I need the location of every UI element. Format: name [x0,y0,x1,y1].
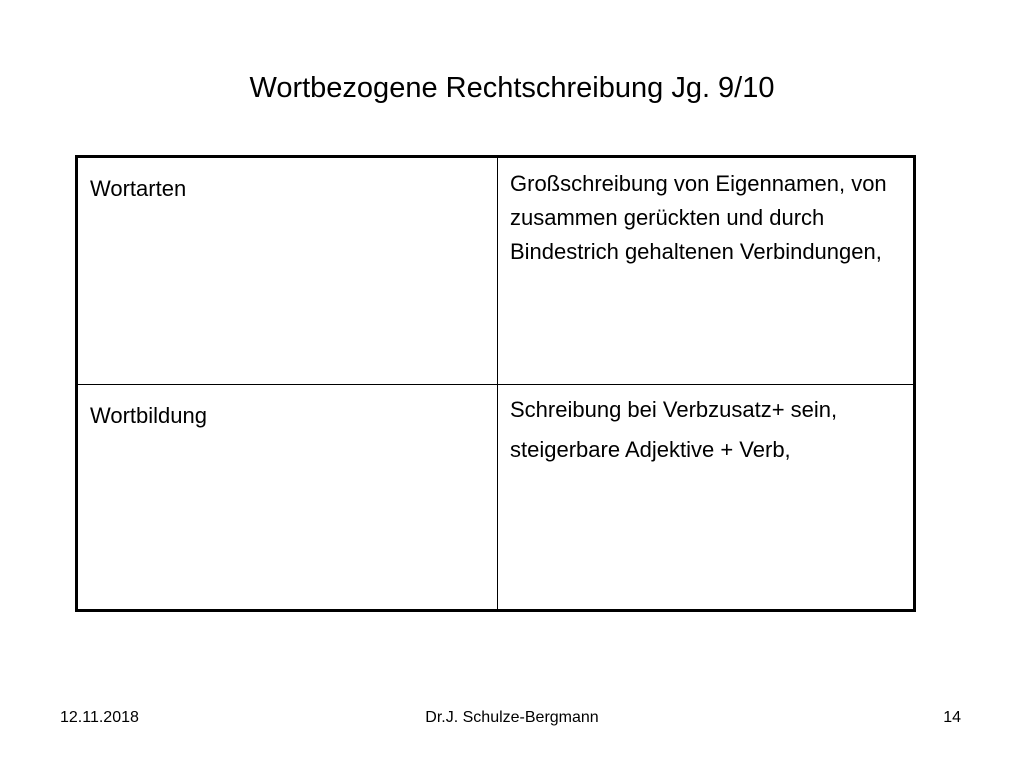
table-cell-description [498,385,915,611]
footer-page-number: 14 [943,709,961,726]
table-row-wortarten [77,157,915,385]
table-cell-label: Wortarten [77,157,498,385]
content-table [75,155,916,612]
description-paragraph: Schreibung bei Verbzusatz+ sein, [510,397,838,422]
description-paragraph: steigerbare Adjektive + Verb, [510,437,791,462]
slide-title: Wortbezogene Rechtschreibung Jg. 9/10 [249,72,775,104]
table-row-wortbildung [77,385,915,611]
table-cell-label: Wortbildung [77,385,498,611]
footer-date: 12.11.2018 [60,709,139,726]
table-cell-description [498,157,915,385]
description-paragraph: Großschreibung von Eigennamen, von zusammen gerückten und durch Bindestrich gehaltenen Verbindungen, [510,171,887,264]
footer-author: Dr.J. Schulze-Bergmann [425,709,599,726]
